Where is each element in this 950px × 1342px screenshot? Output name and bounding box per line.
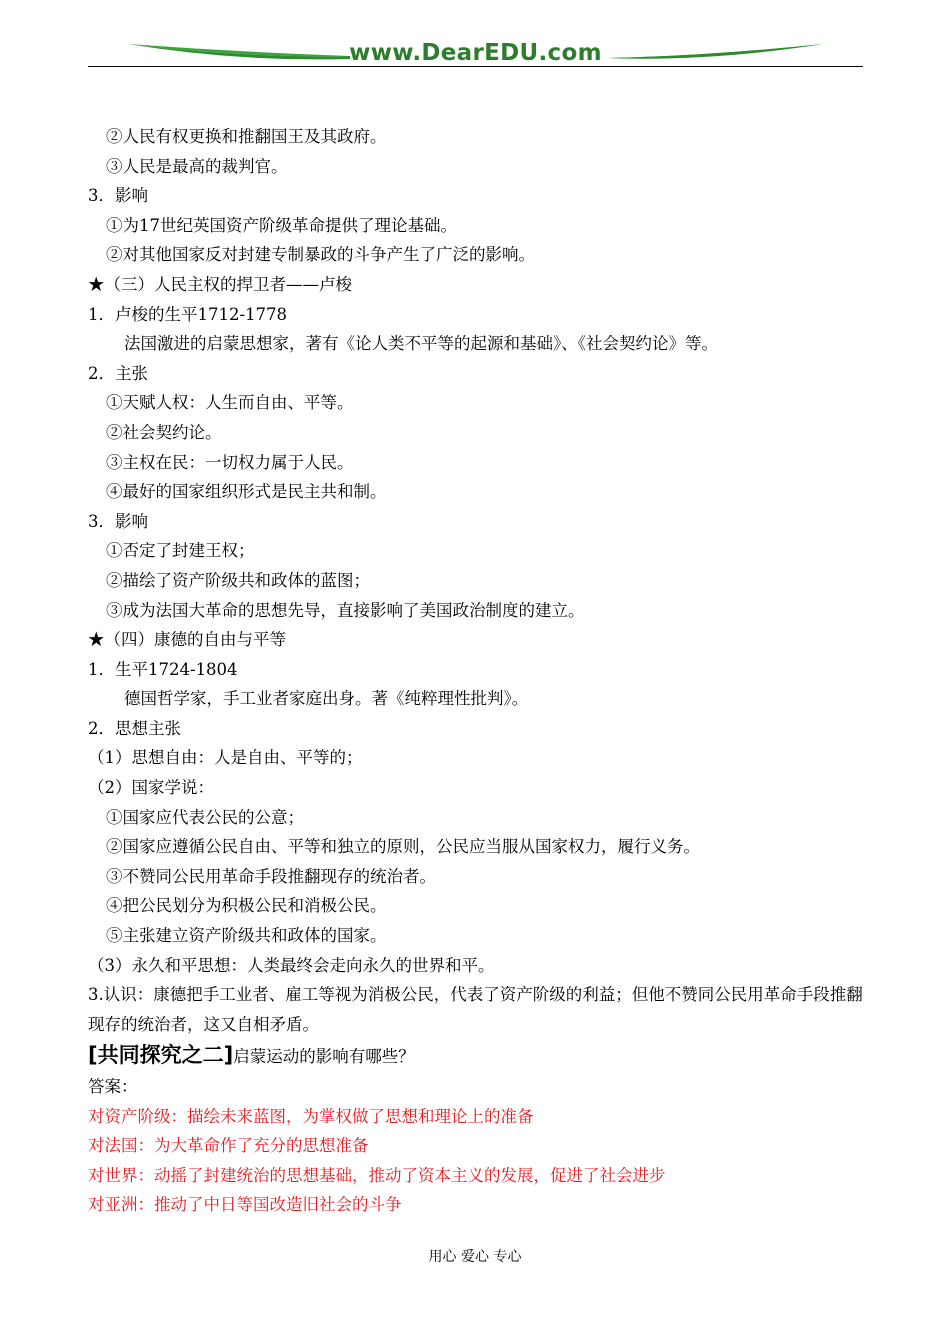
page-header (88, 32, 863, 72)
answer-line: 对资产阶级：描绘未来蓝图，为掌权做了思想和理论上的准备 (88, 1106, 534, 1126)
text-line: ③不赞同公民用革命手段推翻现存的统治者。 (106, 866, 436, 886)
document-body (88, 122, 873, 1220)
text-line: 2．主张 (88, 363, 148, 383)
text-line: ★（四）康德的自由与平等 (88, 630, 286, 650)
question-text: 启蒙运动的影响有哪些？ (233, 1047, 415, 1067)
text-line: ①为17世纪英国资产阶级革命提供了理论基础。 (106, 215, 457, 235)
text-line: ②对其他国家反对封建专制暴政的斗争产生了广泛的影响。 (106, 245, 535, 265)
text-line: 3．影响 (88, 186, 148, 206)
text-line: ①否定了封建王权； (106, 541, 255, 561)
text-line: ②描绘了资产阶级共和政体的蓝图； (106, 570, 370, 590)
text-line: ②国家应遵循公民自由、平等和独立的原则，公民应当服从国家权力，履行义务。 (106, 837, 700, 857)
question-title: [共同探究之二] (88, 1043, 234, 1068)
text-line: ④把公民划分为积极公民和消极公民。 (106, 896, 387, 916)
text-line: ③成为法国大革命的思想先导，直接影响了美国政治制度的建立。 (106, 600, 585, 620)
text-line: ①国家应代表公民的公意； (106, 807, 304, 827)
text-line: 法国激进的启蒙思想家，著有《论人类不平等的起源和基础》、《社会契约论》等。 (124, 334, 718, 354)
site-logo-text[interactable]: www.DearEDU.com (349, 40, 602, 66)
text-line: （3）永久和平思想：人类最终会走向永久的世界和平。 (88, 955, 495, 975)
body-lines (88, 122, 873, 1039)
answer-label: 答案： (88, 1077, 138, 1096)
text-line: 1．卢梭的生平1712-1778 (88, 304, 288, 324)
text-line: ★（三）人民主权的捍卫者——卢梭 (88, 274, 352, 294)
page-footer: 用心 爱心 专心 (428, 1249, 522, 1265)
text-line: ③主权在民：一切权力属于人民。 (106, 452, 354, 472)
text-line: 3.认识：康德把手工业者、雇工等视为消极公民，代表了资产阶级的利益；但他不赞同公民用革命手段推翻现存的统治者，这又自相矛盾。 (88, 985, 863, 1034)
text-line: 2．思想主张 (88, 718, 181, 738)
text-line: ⑤主张建立资产阶级共和政体的国家。 (106, 926, 387, 946)
text-line: （1）思想自由：人是自由、平等的； (88, 748, 363, 768)
header-divider (88, 66, 863, 67)
answer-list (88, 1102, 873, 1220)
text-line: ②社会契约论。 (106, 422, 222, 442)
text-line: ②人民有权更换和推翻国王及其政府。 (106, 127, 387, 146)
text-line: 3．影响 (88, 511, 148, 531)
answer-line: 对亚洲：推动了中日等国改造旧社会的斗争 (88, 1195, 402, 1215)
answer-line: 对世界：动摇了封建统治的思想基础，推动了资本主义的发展，促进了社会进步 (88, 1165, 666, 1185)
text-line: ③人民是最高的裁判官。 (106, 156, 288, 176)
question-heading (88, 1041, 873, 1072)
text-line: ④最好的国家组织形式是民主共和制。 (106, 482, 387, 502)
answer-line: 对法国：为大革命作了充分的思想准备 (88, 1136, 369, 1156)
text-line: （2）国家学说： (88, 778, 214, 798)
text-line: ①天赋人权：人生而自由、平等。 (106, 393, 354, 413)
text-line: 1．生平1724-1804 (88, 659, 238, 679)
text-line: 德国哲学家，手工业者家庭出身。著《纯粹理性批判》。 (124, 689, 529, 709)
